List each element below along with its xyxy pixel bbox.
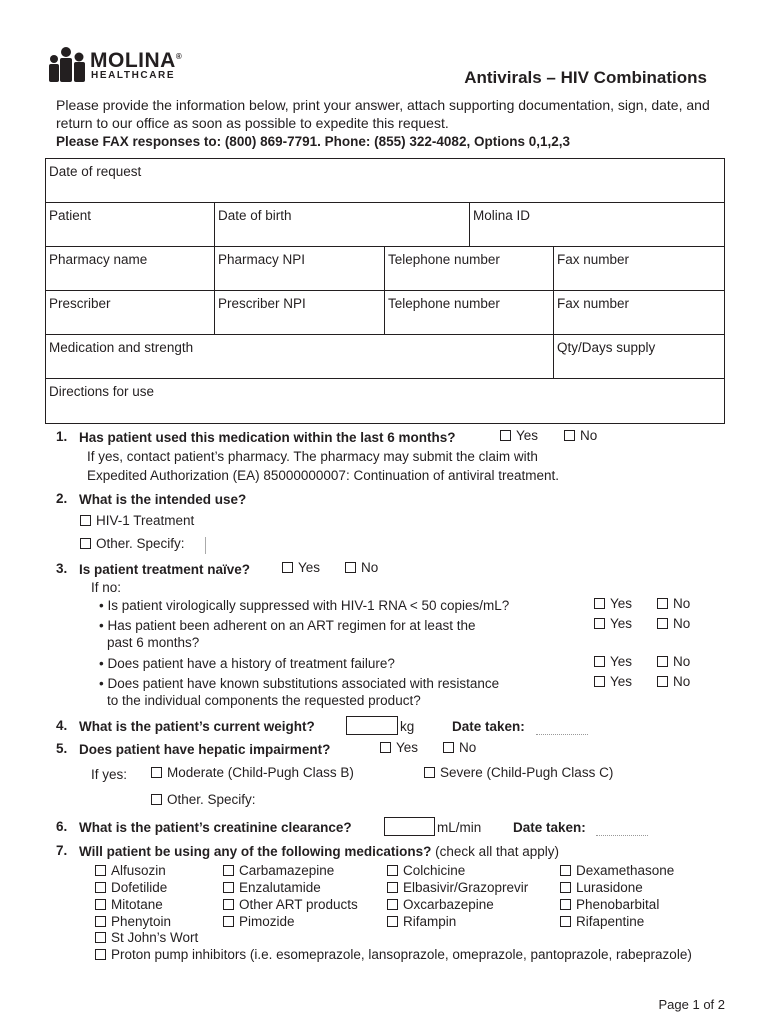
med-checkbox[interactable]: Rifapentine (560, 914, 644, 929)
q2-number: 2. (56, 491, 68, 506)
q6-date-input[interactable] (596, 821, 648, 836)
checkbox-icon (657, 598, 668, 609)
q3-no-checkbox[interactable]: No (345, 560, 378, 575)
q5-other-checkbox[interactable]: Other. Specify: (151, 792, 256, 807)
q3-if-no: If no: (91, 580, 122, 595)
checkbox-icon (387, 899, 398, 910)
q3-bullet1: • Is patient virologically suppressed with HIV-1 RNA < 50 copies/mL? (99, 598, 510, 613)
checkbox-icon (560, 865, 571, 876)
med-checkbox[interactable]: Oxcarbazepine (387, 897, 494, 912)
checkbox-icon (345, 562, 356, 573)
weight-unit: kg (400, 719, 415, 734)
q3-question: Is patient treatment naïve? (79, 562, 251, 577)
checkbox-icon (151, 794, 162, 805)
med-checkbox[interactable]: Dexamethasone (560, 863, 674, 878)
directions-for-use-field[interactable]: Directions for use (49, 384, 155, 399)
molina-id-field[interactable]: Molina ID (473, 208, 531, 223)
q1-number: 1. (56, 429, 68, 444)
checkbox-icon (95, 882, 106, 893)
prescriber-fax-field[interactable]: Fax number (557, 296, 630, 311)
q3-bullet4-line2: to the individual components the requested product? (107, 693, 421, 708)
checkbox-icon (564, 430, 575, 441)
checkbox-icon (80, 538, 91, 549)
checkbox-icon (594, 598, 605, 609)
checkbox-icon (95, 949, 106, 960)
checkbox-icon (594, 676, 605, 687)
q3-b1-yes-checkbox[interactable]: Yes (594, 596, 632, 611)
q5-moderate-checkbox[interactable]: Moderate (Child-Pugh Class B) (151, 765, 354, 780)
q4-date-input[interactable] (536, 720, 588, 735)
q4-date-label: Date taken: (452, 719, 525, 734)
med-checkbox[interactable]: Alfusozin (95, 863, 166, 878)
patient-field[interactable]: Patient (49, 208, 92, 223)
q3-b2-no-checkbox[interactable]: No (657, 616, 690, 631)
checkbox-icon (95, 865, 106, 876)
q5-severe-checkbox[interactable]: Severe (Child-Pugh Class C) (424, 765, 613, 780)
checkbox-icon (387, 865, 398, 876)
checkbox-icon (443, 742, 454, 753)
checkbox-icon (657, 676, 668, 687)
q1-question: Has patient used this medication within the last 6 months? (79, 430, 456, 445)
q5-if-yes: If yes: (91, 767, 128, 782)
molina-people-icon (46, 46, 90, 84)
q3-number: 3. (56, 561, 68, 576)
logo-brand: MOLINA® (90, 49, 183, 72)
med-checkbox[interactable]: Pimozide (223, 914, 295, 929)
intro-text: Please provide the information below, print your answer, attach supporting documentation, sign, date, and return to our office as soon as possible to expedite this request. (56, 97, 710, 131)
page-number: Page 1 of 2 (658, 997, 725, 1012)
med-checkbox[interactable]: Other ART products (223, 897, 358, 912)
prescriber-field[interactable]: Prescriber (49, 296, 111, 311)
dob-field[interactable]: Date of birth (218, 208, 292, 223)
med-checkbox[interactable]: St John’s Wort (95, 930, 198, 945)
q7-question: Will patient be using any of the following medications? (check all that apply) (79, 844, 559, 859)
q3-yes-checkbox[interactable]: Yes (282, 560, 320, 575)
ppi-checkbox[interactable]: Proton pump inhibitors (i.e. esomeprazole, lansoprazole, omeprazole, pantoprazole, rabeprazole) (95, 947, 692, 962)
request-info-grid (45, 158, 725, 424)
med-checkbox[interactable]: Elbasivir/Grazoprevir (387, 880, 528, 895)
checkbox-icon (380, 742, 391, 753)
checkbox-icon (95, 899, 106, 910)
q5-yes-checkbox[interactable]: Yes (380, 740, 418, 755)
med-checkbox[interactable]: Phenobarbital (560, 897, 659, 912)
checkbox-icon (95, 916, 106, 927)
med-checkbox[interactable]: Lurasidone (560, 880, 643, 895)
pharmacy-telephone-field[interactable]: Telephone number (388, 252, 500, 267)
pharmacy-name-field[interactable]: Pharmacy name (49, 252, 148, 267)
med-checkbox[interactable]: Carbamazepine (223, 863, 334, 878)
q3-b1-no-checkbox[interactable]: No (657, 596, 690, 611)
checkbox-icon (560, 899, 571, 910)
q1-no-checkbox[interactable]: No (564, 428, 597, 443)
pharmacy-fax-field[interactable]: Fax number (557, 252, 630, 267)
q2-question: What is the intended use? (79, 492, 247, 507)
q2-hiv1-checkbox[interactable]: HIV-1 Treatment (80, 513, 194, 528)
q6-date-label: Date taken: (513, 820, 586, 835)
q3-bullet2-line2: past 6 months? (107, 635, 200, 650)
checkbox-icon (500, 430, 511, 441)
checkbox-icon (424, 767, 435, 778)
pharmacy-npi-field[interactable]: Pharmacy NPI (218, 252, 306, 267)
med-checkbox[interactable]: Enzalutamide (223, 880, 321, 895)
checkbox-icon (151, 767, 162, 778)
q7-number: 7. (56, 843, 68, 858)
q3-bullet2-line1: • Has patient been adherent on an ART regimen for at least the (99, 618, 476, 633)
form-title: Antivirals – HIV Combinations (464, 68, 707, 87)
weight-input[interactable] (346, 716, 398, 735)
checkbox-icon (594, 656, 605, 667)
med-checkbox[interactable]: Rifampin (387, 914, 456, 929)
checkbox-icon (223, 882, 234, 893)
q3-b3-yes-checkbox[interactable]: Yes (594, 654, 632, 669)
checkbox-icon (387, 916, 398, 927)
q6-question: What is the patient’s creatinine clearance? (79, 820, 352, 835)
creatinine-clearance-input[interactable] (384, 817, 435, 836)
q6-number: 6. (56, 819, 68, 834)
fax-line: Please FAX responses to: (800) 869-7791. Phone: (855) 322-4082, Options 0,1,2,3 (56, 134, 570, 149)
medication-strength-field[interactable]: Medication and strength (49, 340, 194, 355)
q3-b4-yes-checkbox[interactable]: Yes (594, 674, 632, 689)
checkbox-icon (657, 618, 668, 629)
q1-note-line1: If yes, contact patient’s pharmacy. The pharmacy may submit the claim with (87, 449, 538, 464)
med-checkbox[interactable]: Dofetilide (95, 880, 167, 895)
molina-logo (46, 46, 186, 86)
checkbox-icon (560, 882, 571, 893)
checkbox-icon (223, 916, 234, 927)
checkbox-icon (282, 562, 293, 573)
q3-b3-no-checkbox[interactable]: No (657, 654, 690, 669)
q3-bullet3: • Does patient have a history of treatment failure? (99, 656, 395, 671)
q1-yes-checkbox[interactable]: Yes (500, 428, 538, 443)
checkbox-icon (657, 656, 668, 667)
q3-b2-yes-checkbox[interactable]: Yes (594, 616, 632, 631)
q4-number: 4. (56, 718, 68, 733)
q5-question: Does patient have hepatic impairment? (79, 742, 331, 757)
med-checkbox[interactable]: Phenytoin (95, 914, 171, 929)
qty-days-supply-field[interactable]: Qty/Days supply (557, 340, 656, 355)
checkbox-icon (594, 618, 605, 629)
q1-note-line2: Expedited Authorization (EA) 85000000007: Continuation of antiviral treatment. (87, 468, 560, 483)
checkbox-icon (95, 932, 106, 943)
med-checkbox[interactable]: Mitotane (95, 897, 163, 912)
date-of-request-field[interactable]: Date of request (49, 164, 142, 179)
q4-question: What is the patient’s current weight? (79, 719, 315, 734)
q5-number: 5. (56, 741, 68, 756)
creatinine-unit: mL/min (437, 820, 482, 835)
checkbox-icon (80, 515, 91, 526)
q3-bullet4-line1: • Does patient have known substitutions associated with resistance (99, 676, 500, 691)
q2-other-input[interactable] (205, 537, 206, 554)
med-checkbox[interactable]: Colchicine (387, 863, 465, 878)
q3-b4-no-checkbox[interactable]: No (657, 674, 690, 689)
checkbox-icon (223, 865, 234, 876)
prescriber-telephone-field[interactable]: Telephone number (388, 296, 500, 311)
checkbox-icon (560, 916, 571, 927)
q5-no-checkbox[interactable]: No (443, 740, 476, 755)
prescriber-npi-field[interactable]: Prescriber NPI (218, 296, 306, 311)
q2-other-checkbox[interactable]: Other. Specify: (80, 536, 185, 551)
checkbox-icon (387, 882, 398, 893)
logo-sub: HEALTHCARE (91, 70, 176, 81)
checkbox-icon (223, 899, 234, 910)
